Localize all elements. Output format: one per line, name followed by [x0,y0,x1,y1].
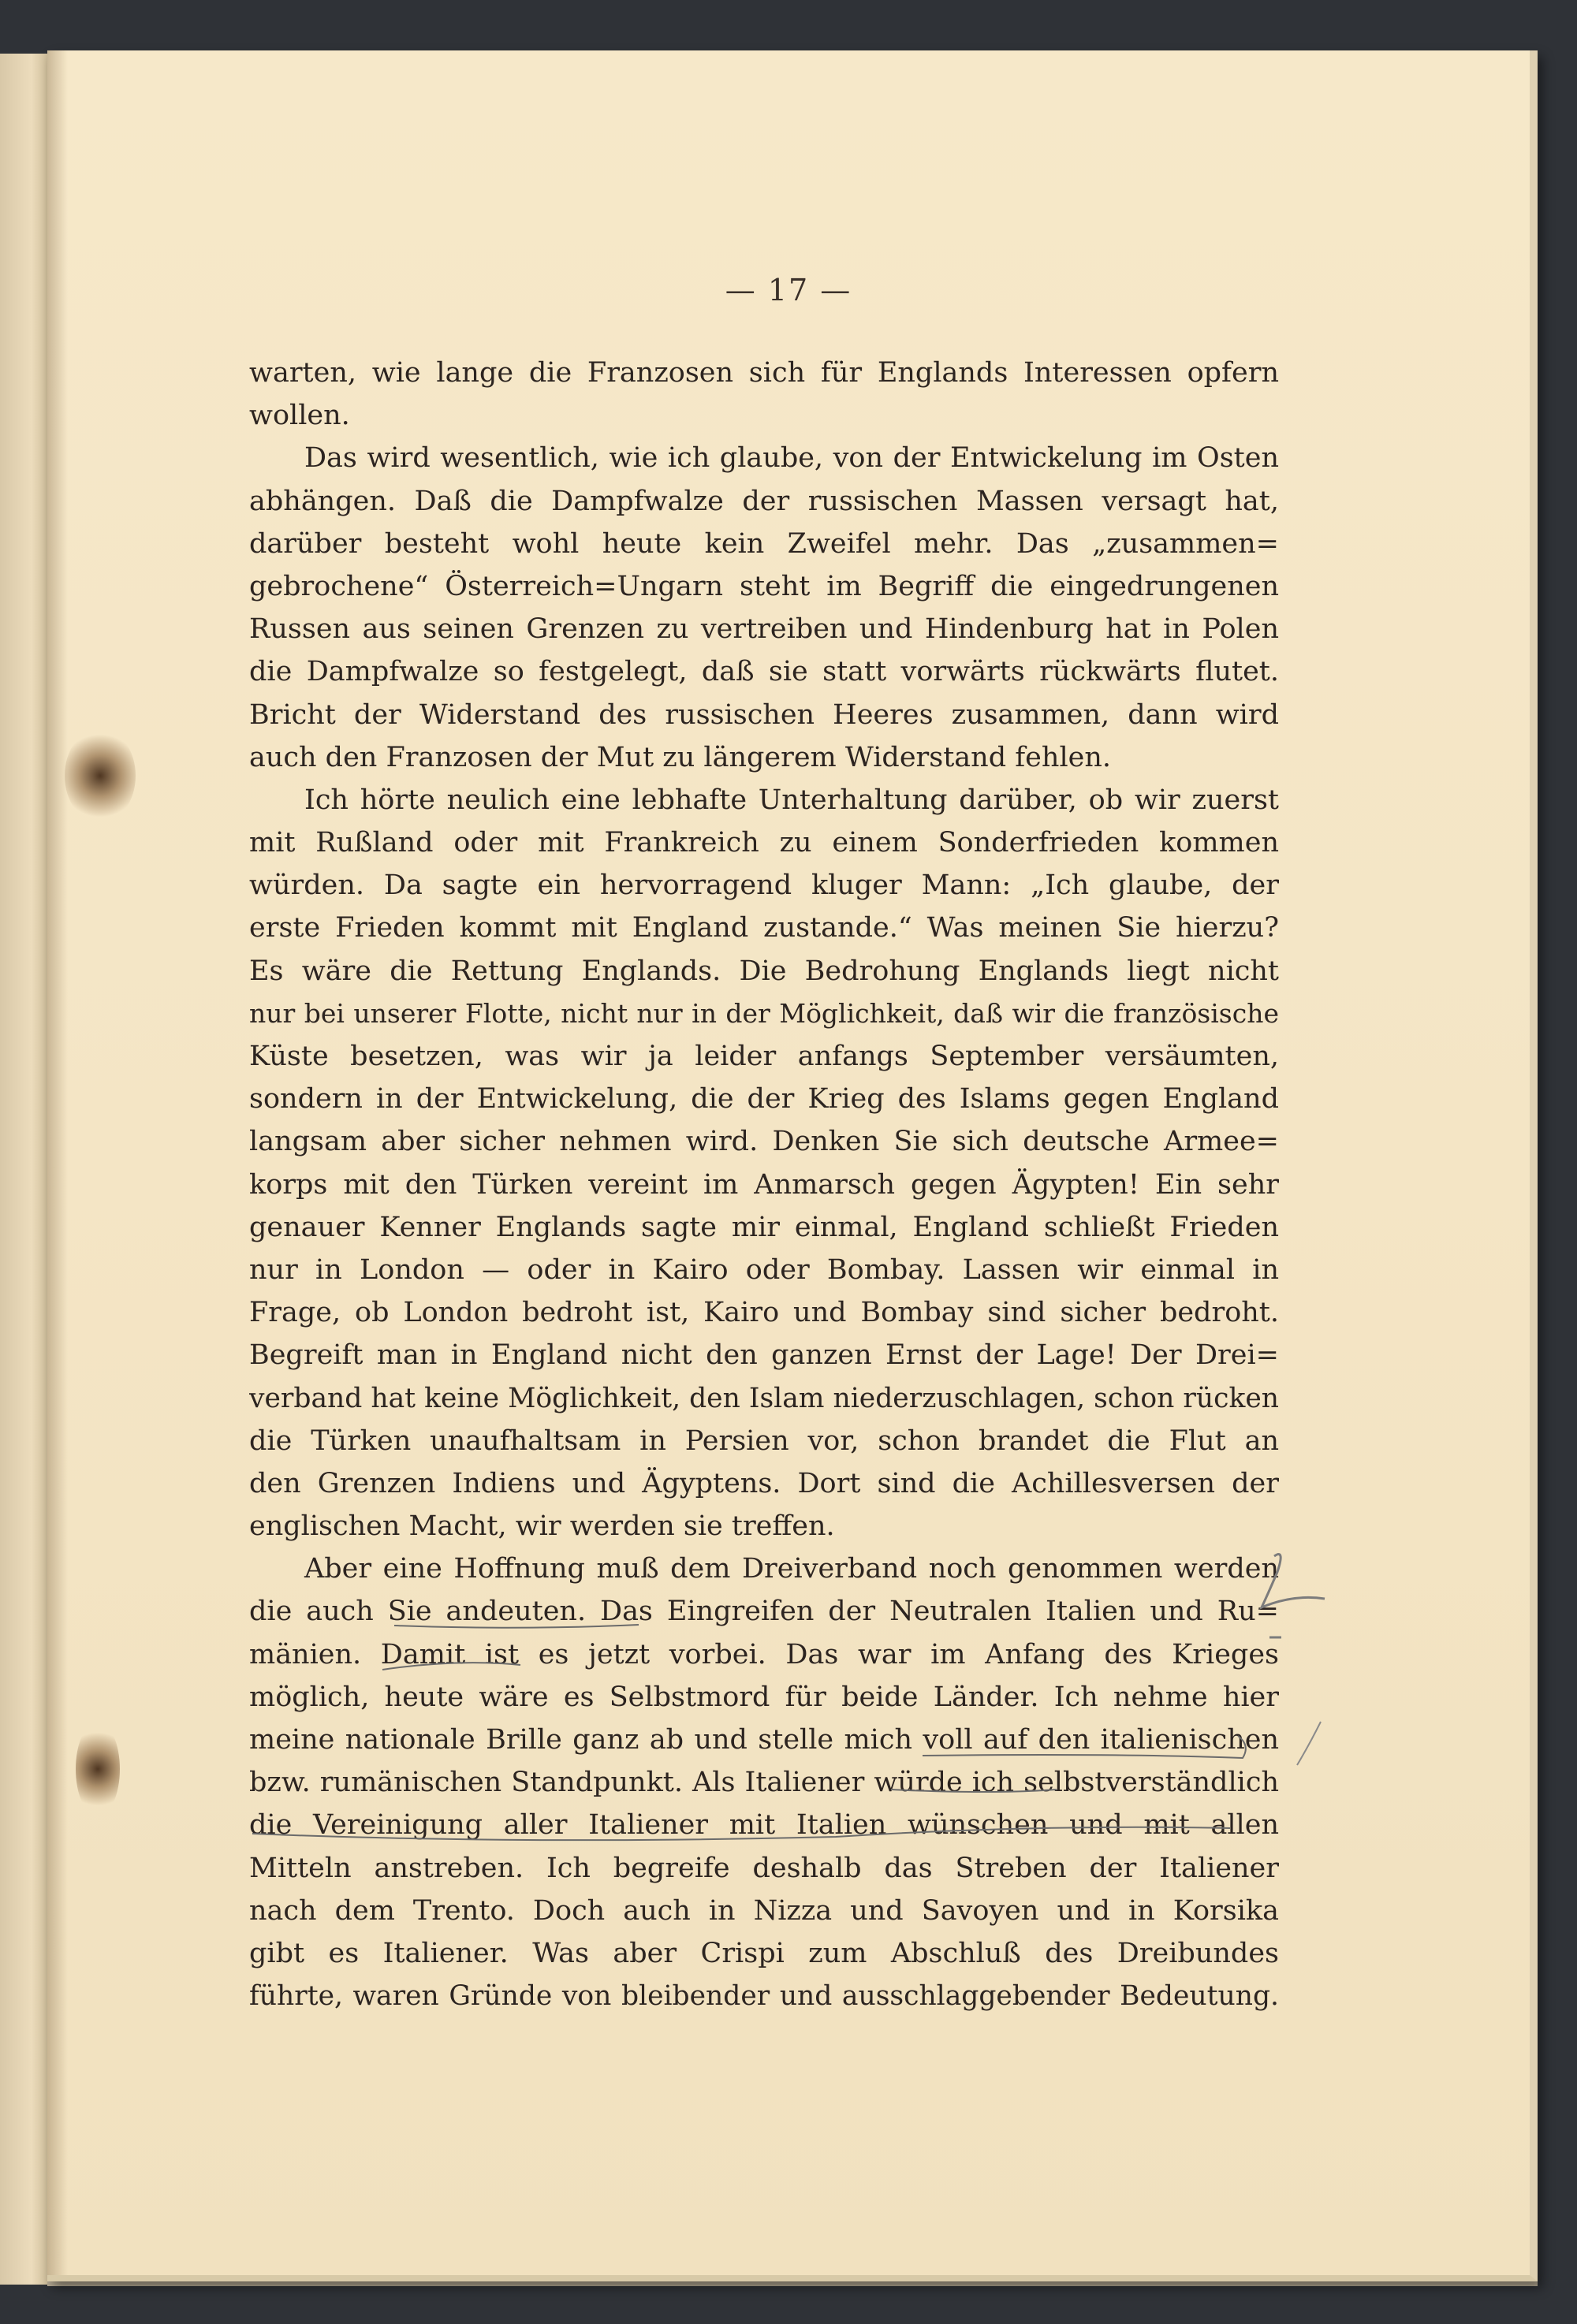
text-line: langsam aber sicher nehmen wird. Denken Sie sich deutsche Armee= [249,1126,1279,1158]
text-line: mit Rußland oder mit Frankreich zu einem Sonderfrieden kommen [249,827,1279,859]
text-line: nur bei unserer Flotte, nicht nur in der Möglichkeit, daß wir die französische [249,997,1279,1029]
staple-stain-lower [76,1722,120,1816]
text-line: die Vereinigung aller Italiener mit Italien wünschen und mit allen [249,1809,1279,1842]
text-line: nach dem Trento. Doch auch in Nizza und Savoyen und in Korsika [249,1894,1279,1927]
text-line: würden. Da sagte ein hervorragend kluger Mann: „Ich glaube, der [249,870,1279,902]
text-line: meine nationale Brille ganz ab und stelle mich voll auf den italienischen [249,1724,1279,1756]
pencil-margin-stroke [1297,1722,1321,1765]
text-line: möglich, heute wäre es Selbstmord für beide Länder. Ich nehme hier [249,1681,1279,1713]
text-line: auch den Franzosen der Mut zu längerem Widerstand fehlen. [249,741,1112,773]
text-line: führte, waren Gründe von bleibender und ausschlaggebender Bedeutung. [249,1980,1279,2013]
text-line: englischen Macht, wir werden sie treffen. [249,1510,835,1543]
text-line: korps mit den Türken vereint im Anmarsch gegen Ägypten! Ein sehr [249,1168,1279,1201]
text-line: den Grenzen Indiens und Ägyptens. Dort sind die Achillesversen der [249,1467,1279,1499]
text-line: darüber besteht wohl heute kein Zweifel mehr. Das „zusammen= [249,527,1279,560]
binding-shadow [47,50,68,2275]
text-line: mänien. Damit ist es jetzt vorbei. Das war im Anfang des Krieges [249,1638,1279,1670]
text-line: Russen aus seinen Grenzen zu vertreiben und Hindenburg hat in Polen [249,613,1279,646]
text-line: erste Frieden kommt mit England zustande.“ Was meinen Sie hierzu? [249,912,1279,944]
text-line: gebrochene“ Österreich=Ungarn steht im Begriff die eingedrungenen [249,570,1279,602]
text-line: Bricht der Widerstand des russischen Heeres zusammen, dann wird [249,698,1279,731]
text-line: gibt es Italiener. Was aber Crispi zum Abschluß des Dreibundes [249,1937,1279,1969]
text-line: verband hat keine Möglichkeit, den Islam niederzuschlagen, schon rücken [249,1382,1279,1414]
text-line: nur in London — oder in Kairo oder Bombay. Lassen wir einmal in [249,1253,1279,1286]
text-line: genauer Kenner Englands sagte mir einmal, England schließt Frieden [249,1211,1279,1243]
book-page [47,50,1538,2281]
text-line: sondern in der Entwickelung, die der Krieg des Islams gegen England [249,1083,1279,1115]
text-line: Begreift man in England nicht den ganzen Ernst der Lage! Der Drei= [249,1339,1279,1372]
text-line: warten, wie lange die Franzosen sich für Englands Interessen opfern [249,357,1279,389]
text-line: abhängen. Daß die Dampfwalze der russischen Massen versagt hat, [249,485,1279,517]
text-line: Küste besetzen, was wir ja leider anfangs September versäumten, [249,1041,1279,1072]
page-number: — 17 — [725,273,852,307]
text-line: Das wird wesentlich, wie ich glaube, von der Entwickelung im Osten [304,442,1279,475]
text-line: die Dampfwalze so festgelegt, daß sie statt vorwärts rückwärts flutet. [249,656,1279,688]
text-line: Ich hörte neulich eine lebhafte Unterhaltung darüber, ob wir zuerst [304,784,1279,816]
text-line: Mitteln anstreben. Ich begreife deshalb das Streben der Italiener [249,1852,1279,1884]
text-line: Frage, ob London bedroht ist, Kairo und Bombay sind sicher bedroht. [249,1297,1279,1329]
text-line: wollen. [249,400,350,432]
text-line: Es wäre die Rettung Englands. Die Bedrohung Englands liegt nicht [249,955,1279,987]
staple-stain-upper [65,728,136,823]
text-line: die Türken unaufhaltsam in Persien vor, schon brandet die Flut an [249,1425,1279,1457]
previous-page-edge [0,54,52,2285]
text-line: die auch Sie andeuten. Das Eingreifen der Neutralen Italien und Ru= [249,1596,1279,1628]
text-line: Aber eine Hoffnung muß dem Dreiverband noch genommen werden [304,1553,1279,1585]
body-text [249,352,1279,2017]
text-line: bzw. rumänischen Standpunkt. Als Italiener würde ich selbstverständlich [249,1767,1279,1799]
